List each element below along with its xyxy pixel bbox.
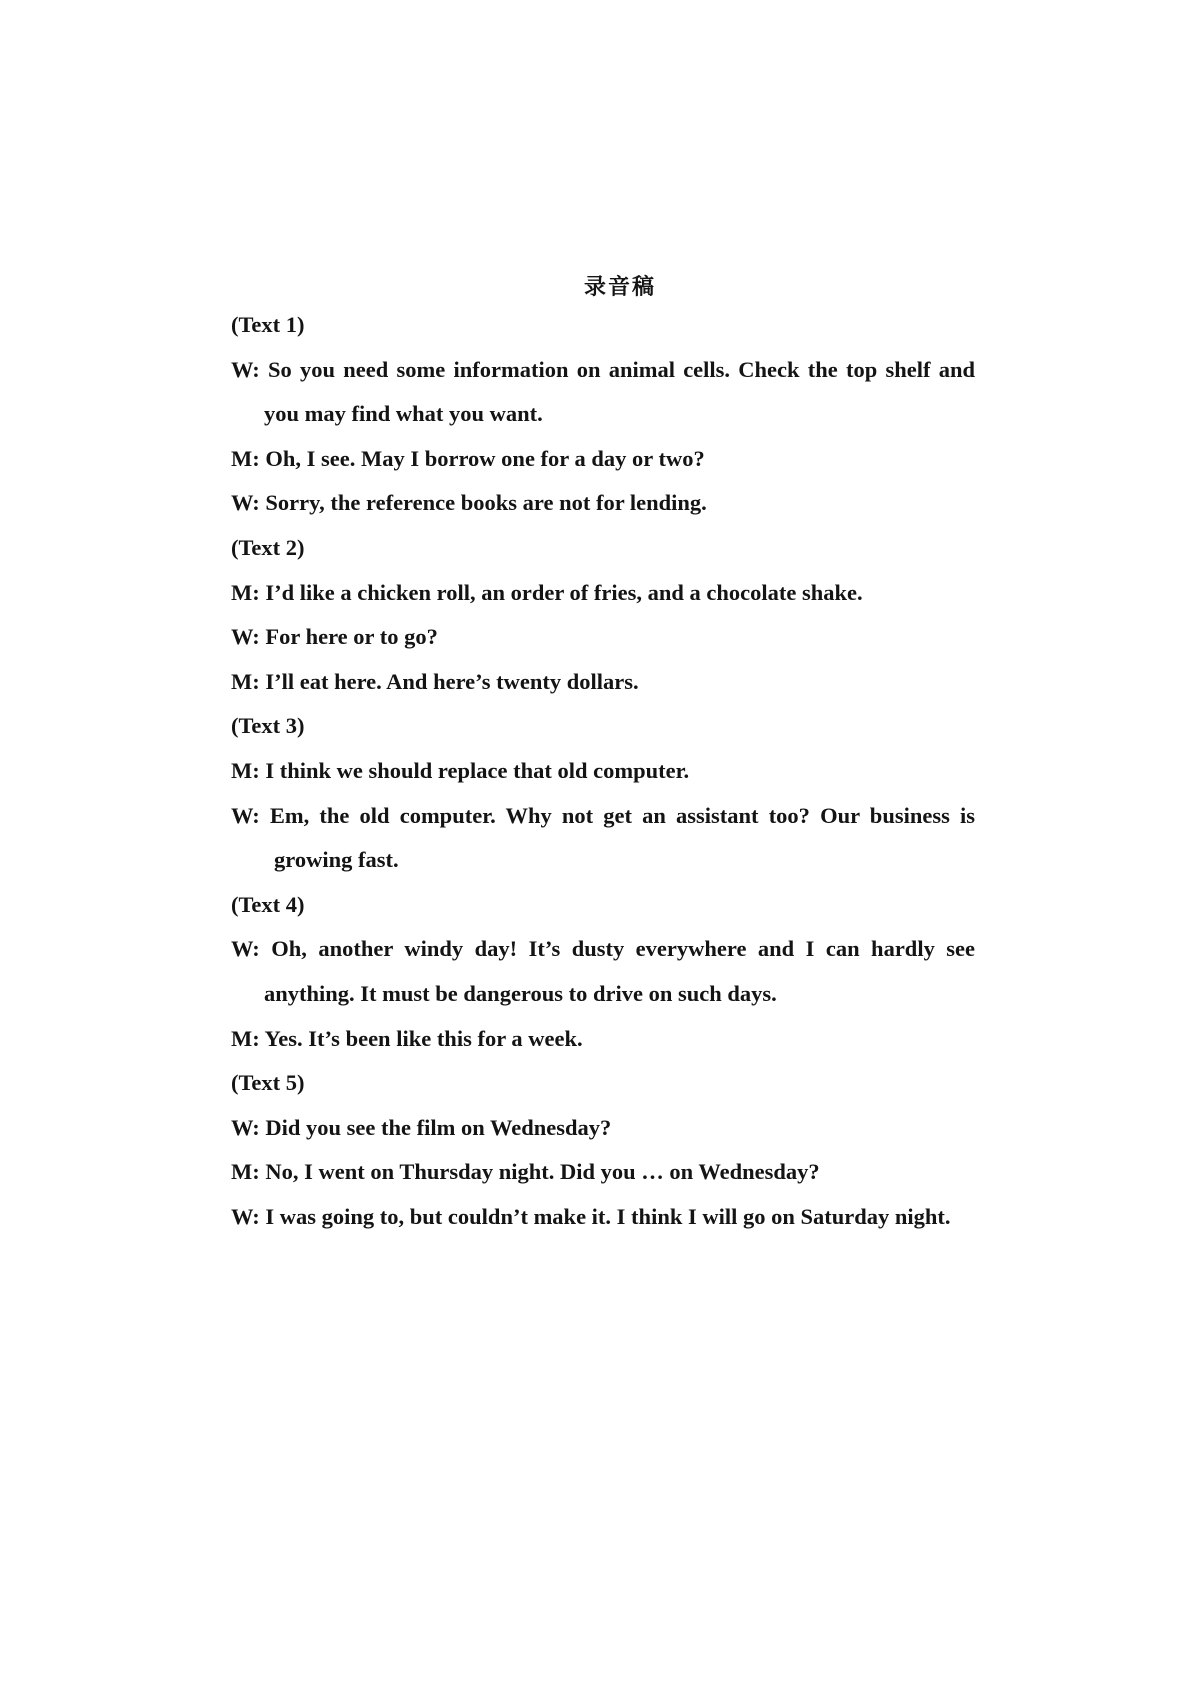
speaker-label: M:	[231, 579, 260, 605]
dialogue-text: Oh, another windy day! It’s dusty everywhere and I can hardly see	[271, 936, 976, 962]
dialogue-line	[231, 437, 975, 482]
dialogue-text: For here or to go?	[265, 624, 438, 650]
speaker-label: M:	[231, 668, 260, 694]
dialogue-text: Oh, I see. May I borrow one for a day or two?	[265, 445, 705, 471]
dialogue-continuation: anything. It must be dangerous to drive on such days.	[264, 980, 777, 1006]
dialogue-text: Yes. It’s been like this for a week.	[264, 1025, 583, 1051]
section-label-text-2: (Text 2)	[231, 534, 305, 560]
section-label-text-1: (Text 1)	[231, 312, 305, 337]
speaker-label: W:	[231, 936, 260, 962]
dialogue-text: I’d like a chicken roll, an order of fries, and a chocolate shake.	[265, 579, 863, 605]
speaker-label: M:	[231, 757, 260, 783]
dialogue-continuation: growing fast.	[274, 847, 399, 873]
dialogue-text: Did you see the film on Wednesday?	[265, 1114, 612, 1140]
speaker-label: W:	[231, 624, 260, 650]
dialogue-line	[231, 1150, 975, 1195]
dialogue-line	[231, 615, 975, 660]
dialogue-text: Sorry, the reference books are not for lending.	[265, 490, 707, 516]
section-label-text-3: (Text 3)	[231, 713, 305, 739]
dialogue-text: I was going to, but couldn’t make it. I think I will go on Saturday night.	[265, 1203, 951, 1229]
speaker-label: M:	[231, 445, 260, 471]
speaker-label: W:	[231, 1114, 260, 1140]
speaker-label: W:	[231, 356, 260, 382]
document-title: 录音稿	[583, 275, 656, 300]
dialogue-text: No, I went on Thursday night. Did you … on Wednesday?	[265, 1159, 820, 1185]
dialogue-continuation: you may find what you want.	[264, 401, 543, 427]
speaker-label: M:	[231, 1159, 260, 1185]
speaker-label: W:	[231, 1203, 260, 1229]
dialogue-line	[231, 794, 975, 839]
dialogue-text: Em, the old computer. Why not get an assistant too? Our business is	[269, 802, 975, 828]
dialogue-line	[231, 1106, 975, 1151]
dialogue-line	[231, 481, 975, 526]
speaker-label: M:	[231, 1025, 260, 1051]
speaker-label: W:	[231, 802, 260, 828]
section-label-text-4: (Text 4)	[231, 891, 305, 917]
dialogue-text: I’ll eat here. And here’s twenty dollars.	[265, 668, 639, 694]
transcript	[231, 303, 975, 1239]
dialogue-text: So you need some information on animal cells. Check the top shelf and	[268, 356, 976, 382]
dialogue-line	[231, 348, 975, 393]
section-label-text-5: (Text 5)	[231, 1070, 305, 1096]
dialogue-line	[231, 571, 975, 616]
dialogue-line	[231, 927, 975, 972]
speaker-label: W:	[231, 490, 260, 516]
dialogue-line	[231, 749, 975, 794]
dialogue-line	[231, 660, 975, 705]
dialogue-text: I think we should replace that old computer.	[265, 757, 690, 783]
dialogue-line	[231, 1195, 975, 1240]
dialogue-line	[231, 1017, 975, 1062]
